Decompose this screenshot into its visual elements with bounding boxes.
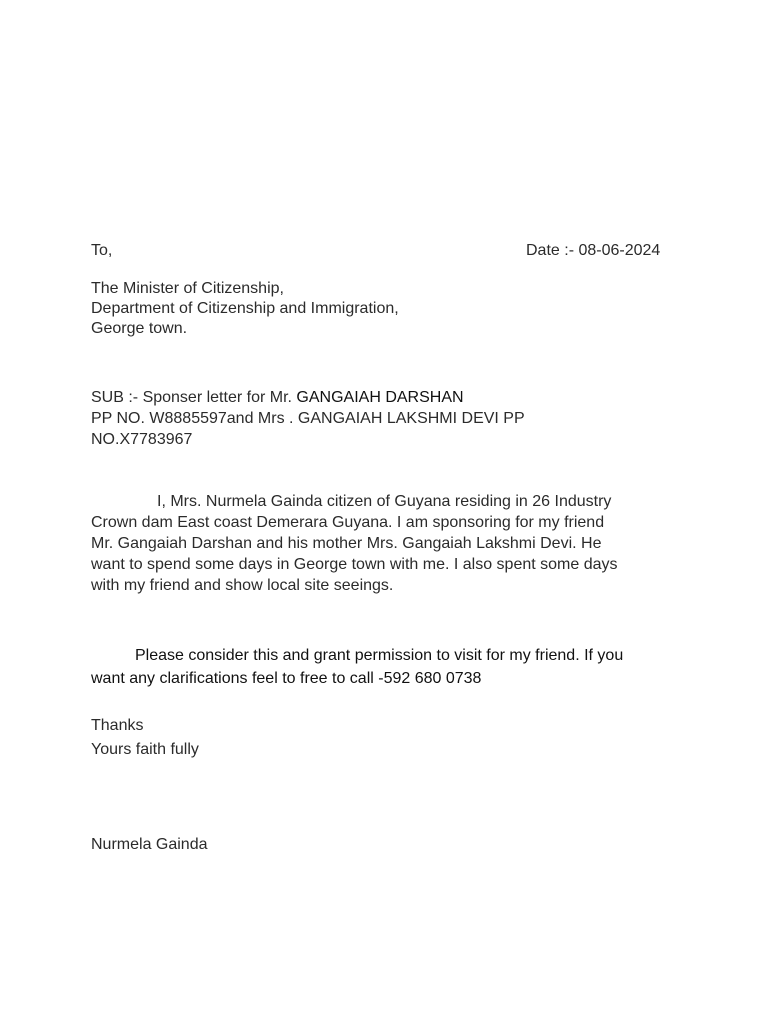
body-paragraph-1-line: I, Mrs. Nurmela Gainda citizen of Guyana residing in 26 Industry bbox=[157, 493, 612, 510]
body-paragraph-1-line: Crown dam East coast Demerara Guyana. I am sponsoring for my friend bbox=[91, 514, 605, 531]
closing-valediction: Yours faith fully bbox=[91, 741, 199, 758]
body-paragraph-2-line: Please consider this and grant permission to visit for my friend. If you bbox=[135, 647, 624, 664]
signature-name: Nurmela Gainda bbox=[91, 836, 208, 853]
body-paragraph-1-line: Mr. Gangaiah Darshan and his mother Mrs. Gangaiah Lakshmi Devi. He bbox=[91, 535, 602, 552]
body-paragraph-1-line: with my friend and show local site seeings. bbox=[91, 577, 394, 594]
salutation: To, bbox=[91, 242, 113, 259]
subject-line-1 bbox=[91, 388, 464, 408]
subject-name: GANGAIAH DARSHAN bbox=[296, 389, 464, 406]
subject-line-2: PP NO. W8885597and Mrs . GANGAIAH LAKSHMI DEVI PP bbox=[91, 410, 525, 427]
recipient-line-1: The Minister of Citizenship, bbox=[91, 280, 284, 297]
letter-date: Date :- 08-06-2024 bbox=[526, 242, 661, 259]
recipient-line-2: Department of Citizenship and Immigration, bbox=[91, 300, 399, 317]
subject-line-3: NO.X7783967 bbox=[91, 431, 193, 448]
body-paragraph-1 bbox=[91, 491, 691, 596]
body-paragraph-1-line: want to spend some days in George town with me. I also spent some days bbox=[91, 556, 618, 573]
subject-prefix: SUB :- Sponser letter for Mr. bbox=[91, 389, 297, 406]
closing-thanks: Thanks bbox=[91, 717, 144, 734]
recipient-line-3: George town. bbox=[91, 320, 188, 337]
body-paragraph-2 bbox=[91, 644, 691, 690]
body-paragraph-2-line: want any clarifications feel to free to call -592 680 0738 bbox=[91, 670, 482, 687]
